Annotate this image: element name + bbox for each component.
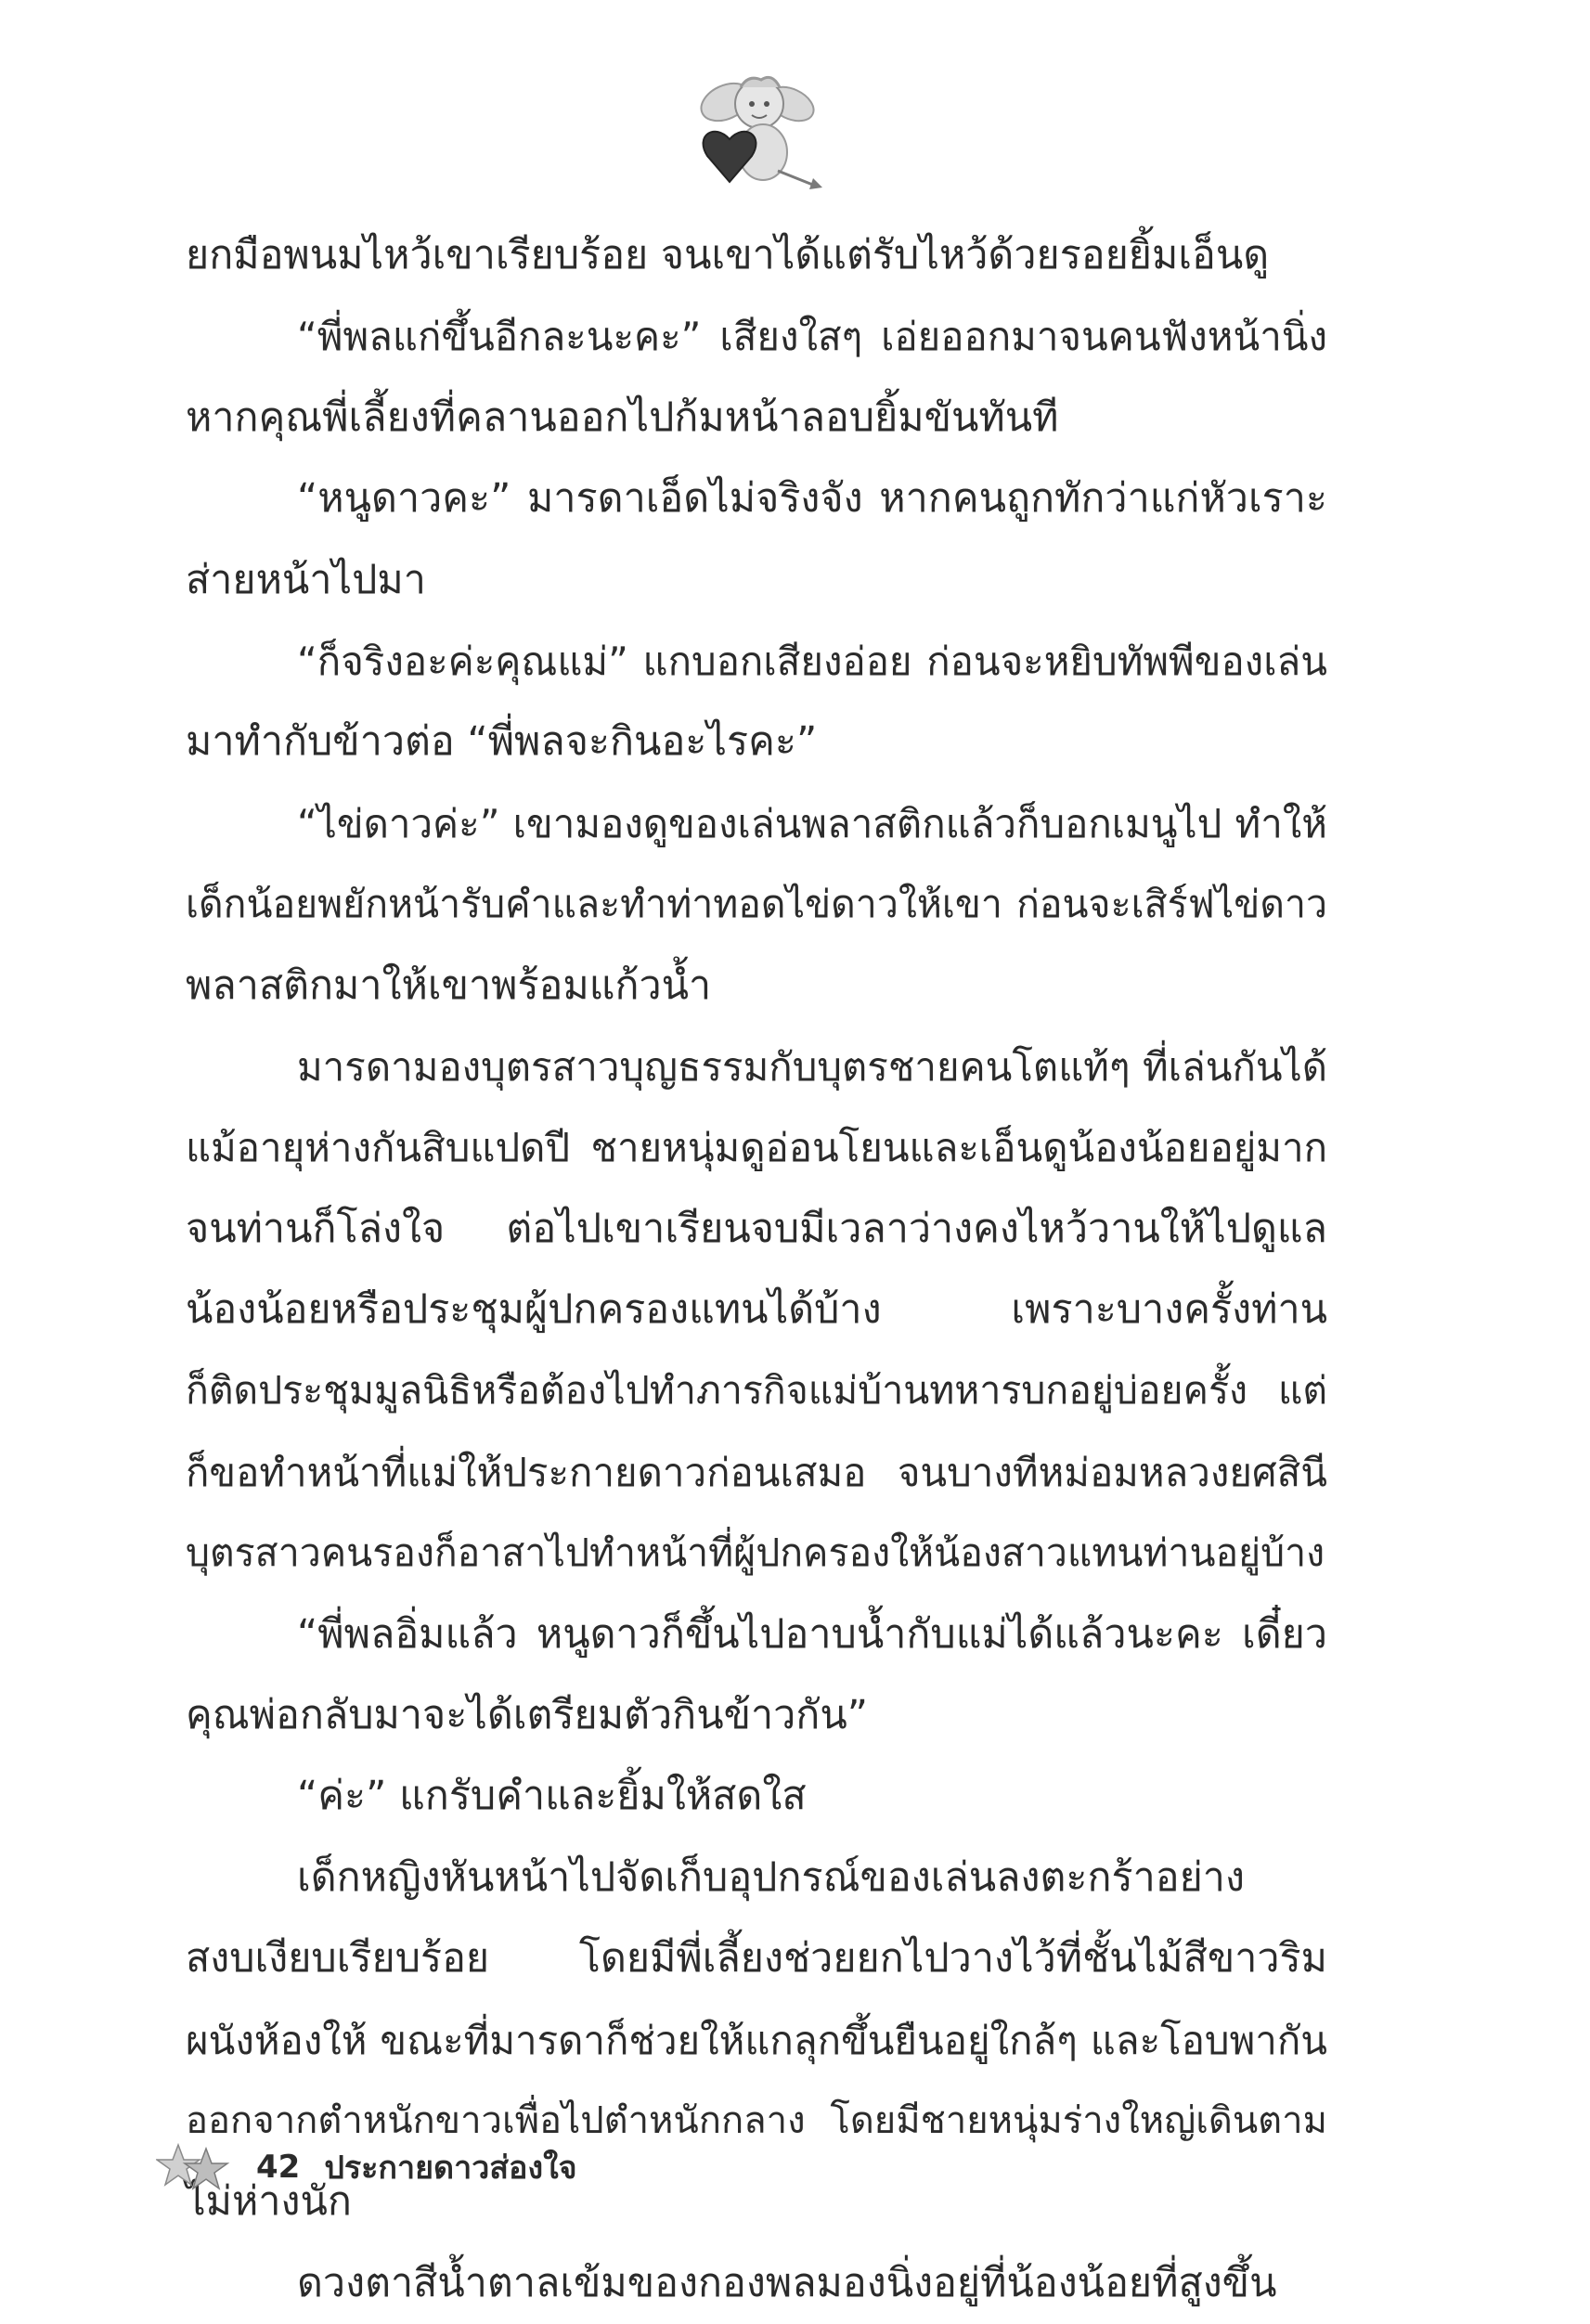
text-line: “ก็จริงอะค่ะคุณแม่” แกบอกเสียงอ่อย ก่อนจะหยิบทัพพีของเล่น: [297, 638, 1327, 684]
text-line: พลาสติกมาให้เขาพร้อมแก้วน้ำ: [186, 962, 712, 1009]
text-line: คุณพ่อกลับมาจะได้เตรียมตัวกินข้าวกัน”: [186, 1692, 868, 1739]
text-line: ส่ายหน้าไปมา: [186, 556, 426, 603]
text-line: ผนังห้องให้ ขณะที่มารดาก็ช่วยให้แกลุกขึ้นยืนอยู่ใกล้ๆ และโอบพากัน: [186, 2017, 1327, 2063]
text-line: มารดามองบุตรสาวบุญธรรมกับบุตรชายคนโตแท้ๆ ที่เล่นกันได้: [297, 1043, 1327, 1090]
text-line: ดวงตาสีน้ำตาลเข้มของกองพลมองนิ่งอยู่ที่น้องน้อยที่สูงขึ้น: [297, 2259, 1277, 2306]
text-line: เด็กหญิงหันหน้าไปจัดเก็บอุปกรณ์ของเล่นลงตะกร้าอย่าง: [297, 1853, 1245, 1901]
text-line: หากคุณพี่เลี้ยงที่คลานออกไปก้มหน้าลอบยิ้มขันทันที: [186, 394, 1059, 441]
text-line: เด็กน้อยพยักหน้ารับคำและทำท่าทอดไข่ดาวให้เขา ก่อนจะเสิร์ฟไข่ดาว: [186, 882, 1327, 927]
text-line: ก็ขอทำหน้าที่แม่ให้ประกายดาวก่อนเสมอ จนบางทีหม่อมหลวงยศสินี: [186, 1449, 1327, 1495]
text-line: น้องน้อยหรือประชุมผู้ปกครองแทนได้บ้าง เพราะบางครั้งท่าน: [186, 1286, 1327, 1334]
stars-icon: [156, 2141, 230, 2193]
page-footer: [156, 2135, 577, 2200]
text-line: สงบเงียบเรียบร้อย โดยมีพี่เลี้ยงช่วยยกไปวางไว้ที่ชั้นไม้สีขาวริม: [186, 1935, 1327, 1982]
text-line: จนท่านก็โล่งใจ ต่อไปเขาเรียนจบมีเวลาว่างคงไหว้วานให้ไปดูแล: [186, 1205, 1327, 1252]
page-number: 42: [256, 2149, 301, 2186]
cupid-heart-svg: [687, 67, 826, 197]
text-line: “หนูดาวคะ” มารดาเอ็ดไม่จริงจัง หากคนถูกทักว่าแก่หัวเราะ: [297, 475, 1327, 523]
body-text: [186, 215, 1327, 2324]
text-line: ไม่ห่างนัก: [186, 2178, 352, 2226]
text-line: “พี่พลอิ่มแล้ว หนูดาวก็ขึ้นไปอาบน้ำกับแม่ได้แล้วนะคะ เดี๋ยว: [297, 1610, 1327, 1658]
book-title: ประกายดาวส่องใจ: [324, 2150, 577, 2187]
text-line: ออกจากตำหนักขาวเพื่อไปตำหนักกลาง โดยมีชายหนุ่มร่างใหญ่เดินตาม: [186, 2098, 1327, 2142]
text-line: แม้อายุห่างกันสิบแปดปี ชายหนุ่มดูอ่อนโยนและเอ็นดูน้องน้อยอยู่มาก: [186, 1125, 1327, 1171]
cupid-heart-ornament-icon: [687, 67, 826, 197]
text-line: บุตรสาวคนรองก็อาสาไปทำหน้าที่ผู้ปกครองให้น้องสาวแทนท่านอยู่บ้าง: [186, 1530, 1325, 1576]
text-line: “ไข่ดาวค่ะ” เขามองดูของเล่นพลาสติกแล้วก็บอกเมนูไป ทำให้: [297, 800, 1327, 846]
text-line: ก็ติดประชุมมูลนิธิหรือต้องไปทำภารกิจแม่บ้านทหารบกอยู่บ่อยครั้ง แต่: [186, 1368, 1327, 1414]
text-line: “พี่พลแก่ขึ้นอีกละนะคะ” เสียงใสๆ เอ่ยออกมาจนคนฟังหน้านิ่ง: [297, 314, 1327, 360]
text-line: “ค่ะ” แกรับคำและยิ้มให้สดใส: [297, 1773, 807, 1820]
text-line: ยกมือพนมไหว้เขาเรียบร้อย จนเขาได้แต่รับไหว้ด้วยรอยยิ้มเอ็นดู: [186, 232, 1270, 278]
text-line: มาทำกับข้าวต่อ “พี่พลจะกินอะไรคะ”: [186, 718, 818, 766]
